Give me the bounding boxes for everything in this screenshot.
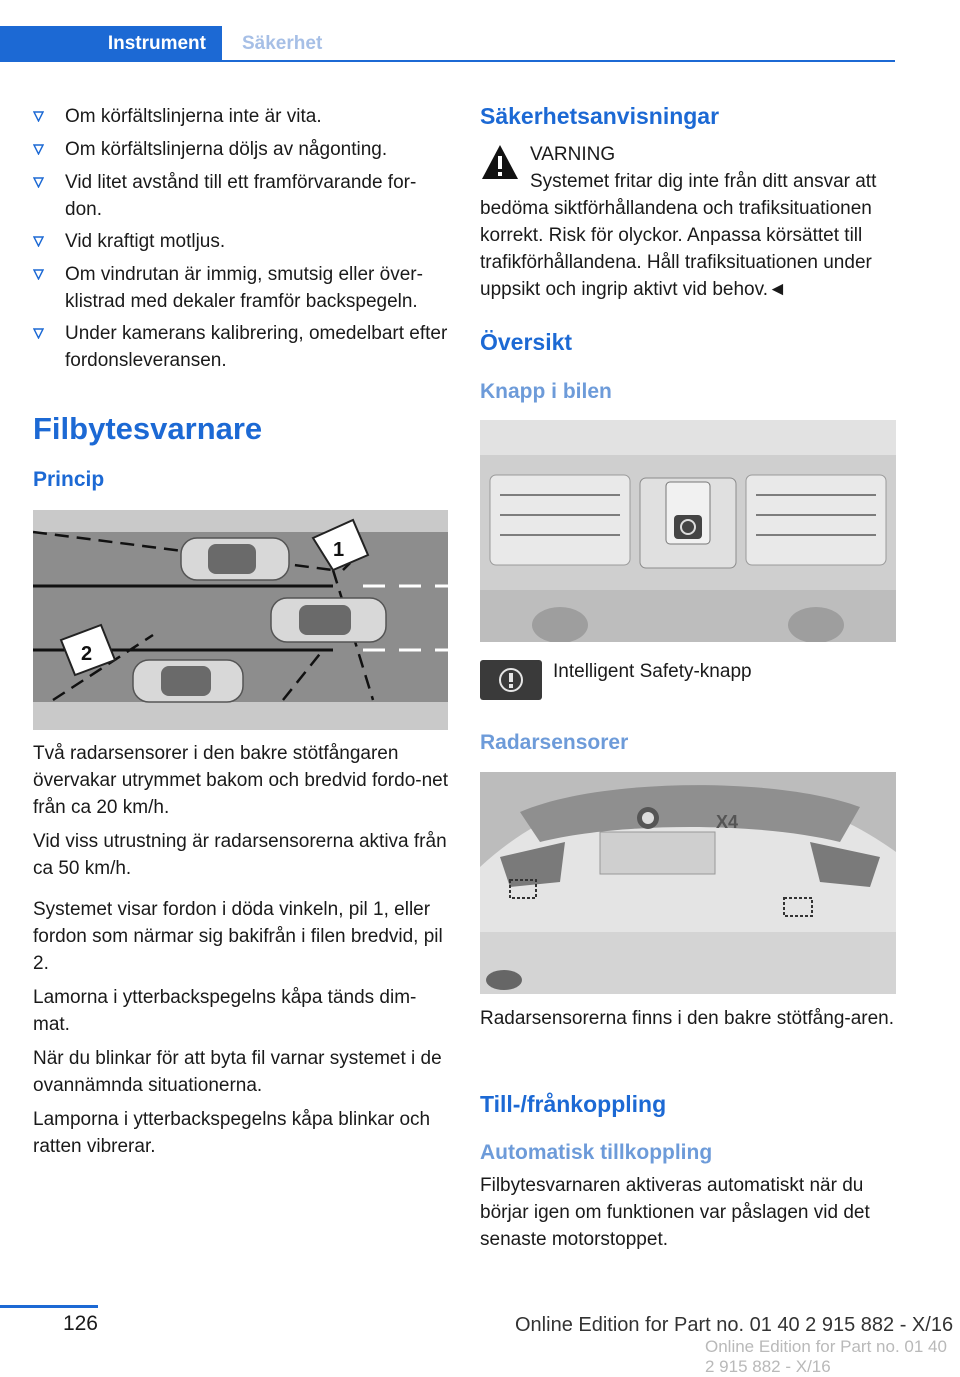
triangle-bullet-icon bbox=[33, 136, 65, 164]
auto-heading: Automatisk tillkoppling bbox=[480, 1141, 713, 1164]
paragraph: Systemet visar fordon i döda vinkeln, pil 1, eller fordon som närmar sig bakifrån i filen bredvid, pil 2. bbox=[33, 899, 443, 974]
safety-button-icon bbox=[480, 660, 542, 700]
list-item bbox=[33, 103, 448, 131]
toggle-heading: Till-/frånkoppling bbox=[480, 1091, 667, 1117]
triangle-bullet-icon bbox=[33, 261, 65, 315]
triangle-bullet-icon bbox=[33, 320, 65, 374]
arrow-1-label: 1 bbox=[333, 539, 345, 561]
dashboard-photo bbox=[480, 420, 896, 642]
triangle-bullet-icon bbox=[33, 169, 65, 223]
section-heading: Filbytesvarnare bbox=[33, 411, 263, 446]
list-item-text: Om körfältslinjerna inte är vita. bbox=[65, 106, 322, 127]
page-number: 126 bbox=[62, 1312, 98, 1335]
radar-text: Radarsensorerna finns i den bakre stötfång-aren. bbox=[480, 1008, 895, 1029]
principle-text bbox=[33, 740, 448, 1160]
list-item bbox=[33, 136, 448, 164]
edition-text: Online Edition for Part no. 01 40 2 915 882 - X/16 bbox=[515, 1314, 954, 1336]
list-item-text: Vid litet avstånd till ett framförvarande for-don. bbox=[65, 172, 417, 220]
warning-text: Systemet fritar dig inte från ditt ansvar att bedöma siktförhållandena och trafiksituationen korrekt. Risk för olyckor. Anpassa körsättet till trafikförhållandena. Håll trafiksituationen under uppsikt och ingrip aktivt vid behov.◄ bbox=[480, 171, 877, 300]
button-heading: Knapp i bilen bbox=[480, 380, 612, 403]
list-item-text: Om körfältslinjerna döljs av någonting. bbox=[65, 139, 388, 160]
car-rear-photo bbox=[480, 772, 896, 994]
list-item-text: Under kamerans kalibrering, omedelbart efter fordonsleveransen. bbox=[65, 323, 448, 371]
header-rule bbox=[222, 60, 895, 62]
paragraph: Vid viss utrustning är radarsensorerna aktiva från ca 50 km/h. bbox=[33, 831, 447, 879]
paragraph: Lamporna i ytterbackspegelns kåpa blinkar och ratten vibrerar. bbox=[33, 1109, 431, 1157]
overview-heading: Översikt bbox=[480, 329, 573, 355]
list-item bbox=[33, 228, 448, 256]
tab-instrument[interactable]: Instrument bbox=[0, 26, 222, 62]
button-caption: Intelligent Safety-knapp bbox=[553, 661, 752, 682]
car-icon bbox=[133, 660, 243, 702]
lane-change-diagram bbox=[33, 510, 448, 730]
triangle-bullet-icon bbox=[33, 228, 65, 256]
car-icon bbox=[271, 598, 386, 642]
list-item-text: Om vindrutan är immig, smutsig eller över-klistrad med dekaler framför backspegeln. bbox=[65, 264, 423, 312]
radar-heading: Radarsensorer bbox=[480, 731, 629, 754]
list-item bbox=[33, 169, 448, 223]
safety-heading: Säkerhetsanvisningar bbox=[480, 103, 720, 129]
arrow-2-label: 2 bbox=[81, 643, 93, 665]
car-icon bbox=[181, 538, 289, 580]
list-item-text: Vid kraftigt motljus. bbox=[65, 231, 226, 252]
tab-sakerhet[interactable]: Säkerhet bbox=[242, 33, 323, 54]
subsection-heading: Princip bbox=[33, 468, 105, 491]
paragraph: När du blinkar för att byta fil varnar systemet i de ovannämnda situationerna. bbox=[33, 1048, 442, 1096]
list-item bbox=[33, 320, 448, 374]
footer-rule bbox=[0, 1305, 98, 1308]
warning-label: VARNING bbox=[530, 144, 616, 165]
auto-text: Filbytesvarnaren aktiveras automatiskt när du börjar igen om funktionen var påslagen vid det senaste motorstoppet. bbox=[480, 1175, 870, 1250]
watermark: Online Edition for Part no. 01 40 2 915 882 - X/16 bbox=[705, 1337, 947, 1376]
list-item bbox=[33, 261, 448, 315]
paragraph: Lamorna i ytterbackspegelns kåpa tänds dim-mat. bbox=[33, 987, 417, 1035]
paragraph: Två radarsensorer i den bakre stötfångaren övervakar utrymmet bakom och bredvid fordo-net från ca 20 km/h. bbox=[33, 743, 449, 818]
condition-list bbox=[33, 103, 448, 374]
triangle-bullet-icon bbox=[33, 103, 65, 131]
model-badge: X4 bbox=[716, 812, 739, 832]
